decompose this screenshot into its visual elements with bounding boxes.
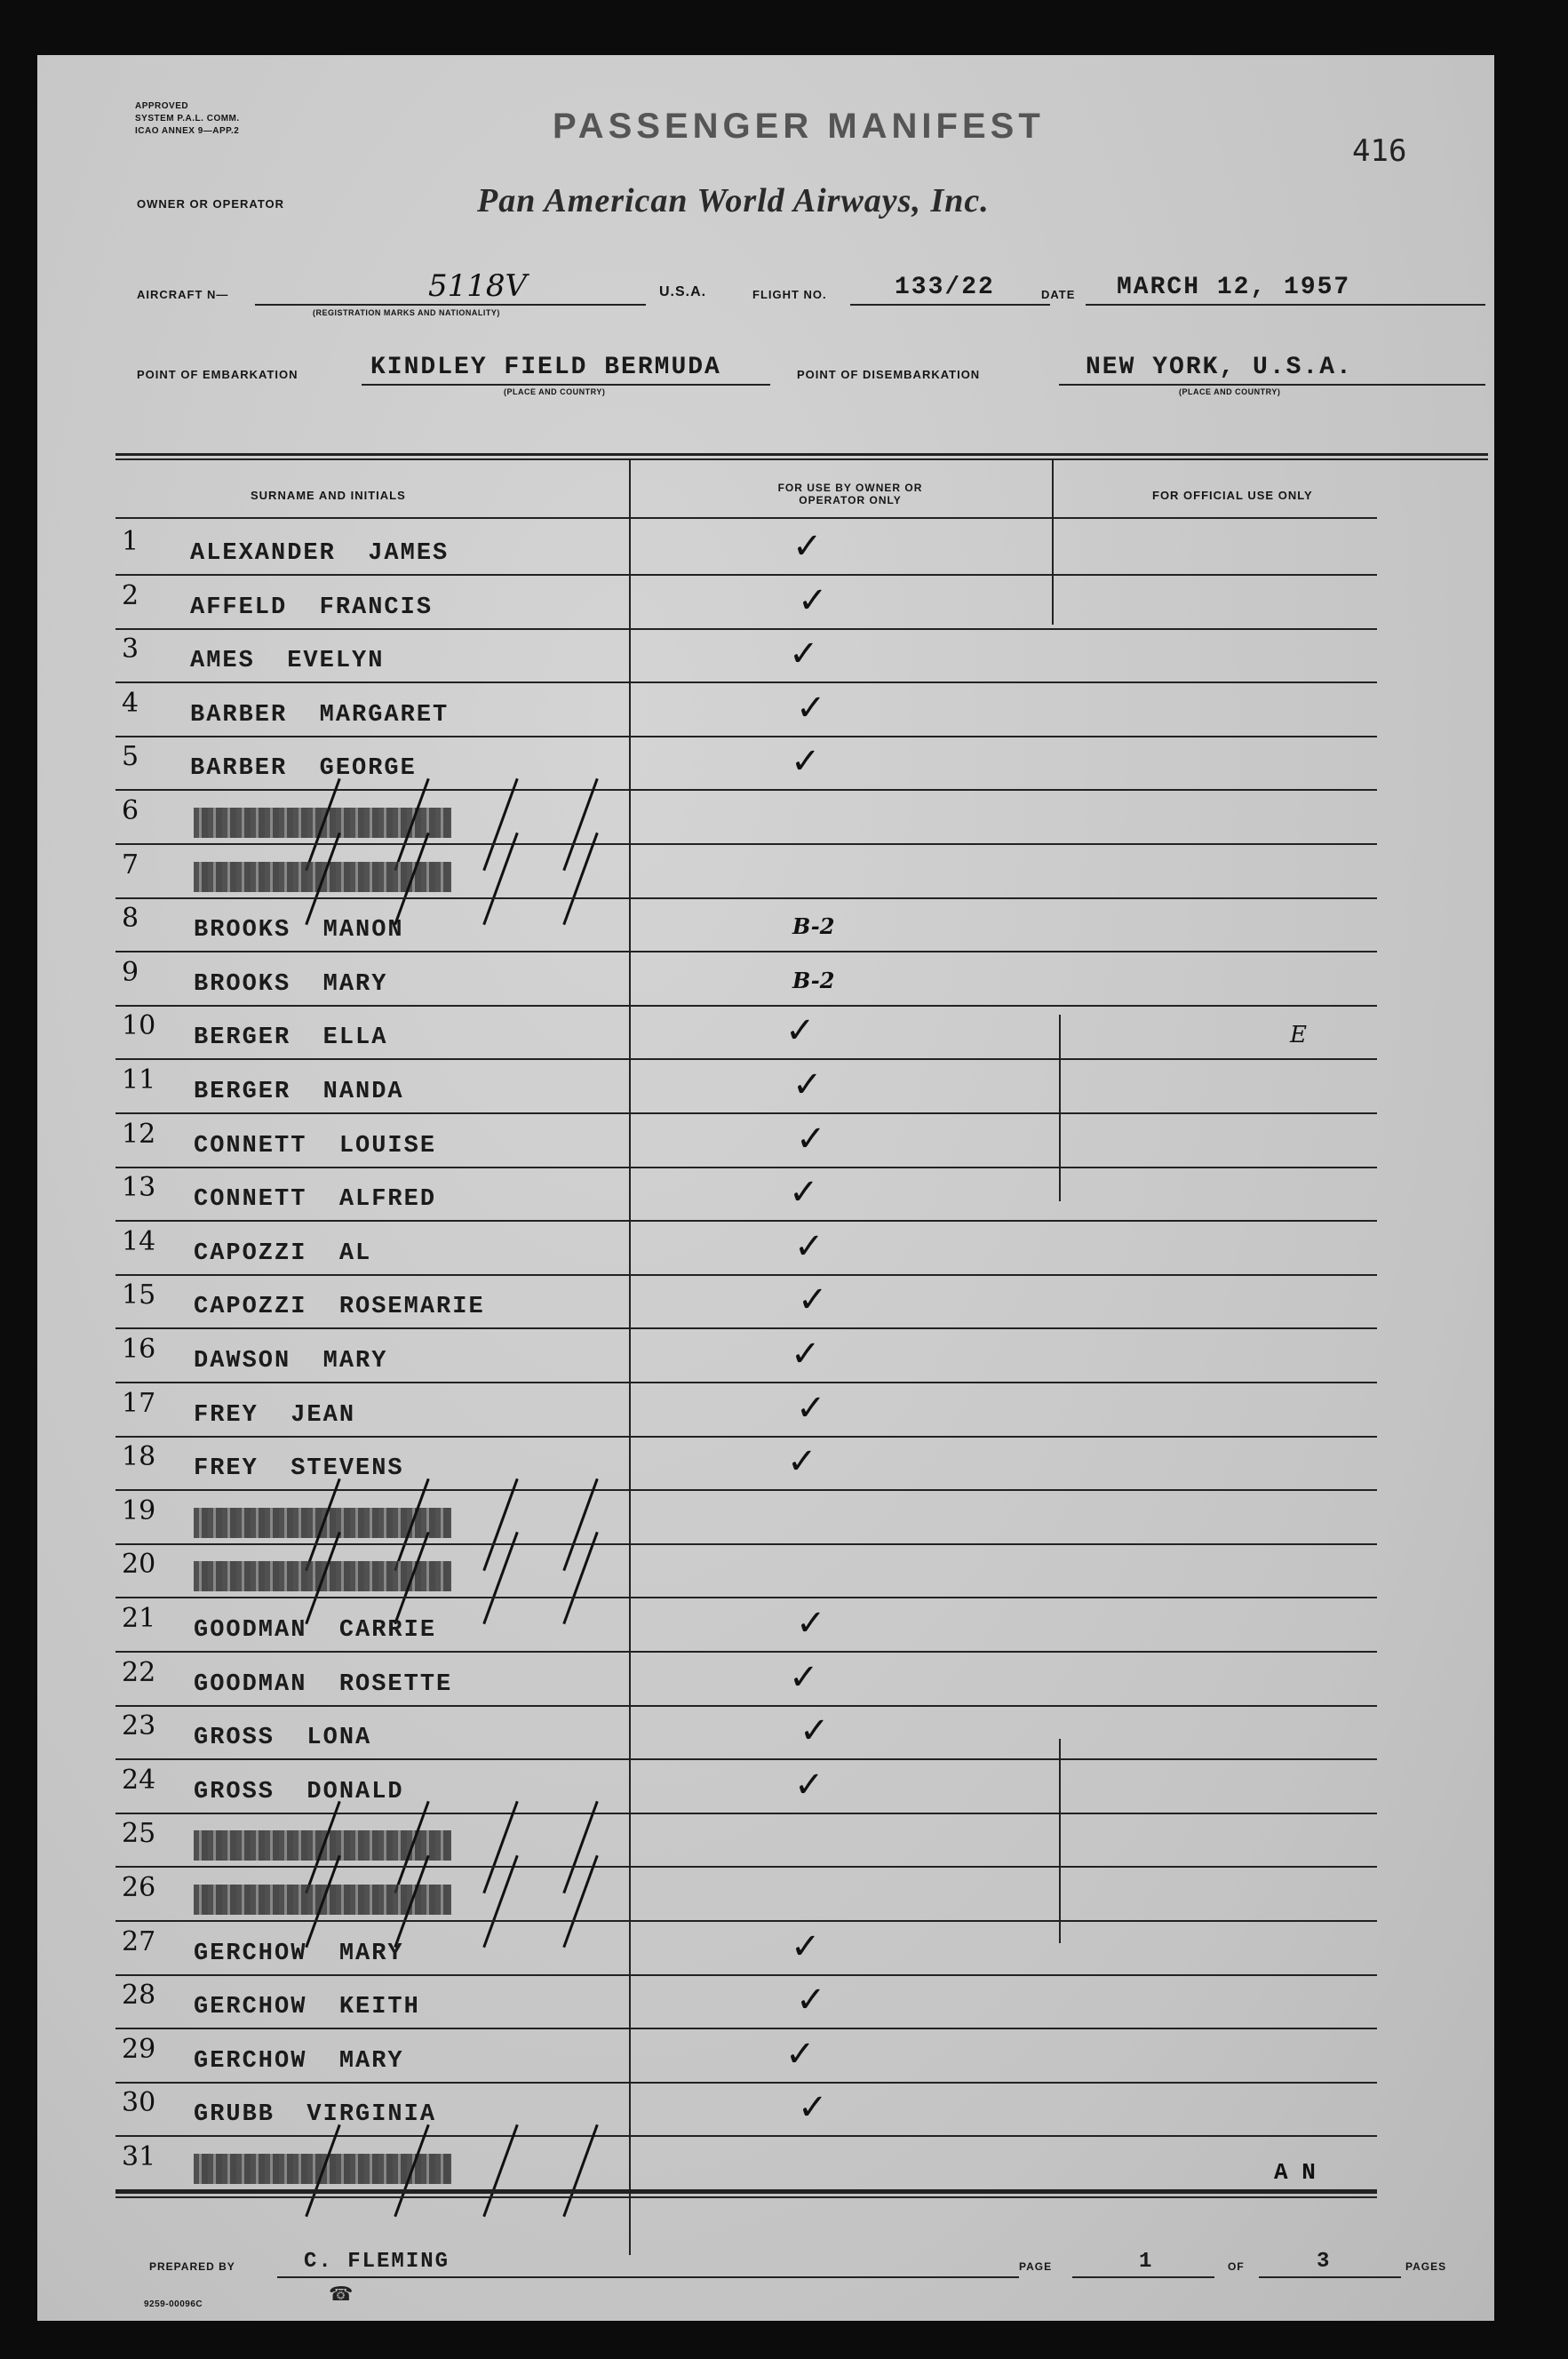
check-mark: B-2	[792, 913, 835, 940]
table-top-rule	[115, 453, 1488, 456]
row-number: 30	[122, 2087, 156, 2119]
flight-underline	[850, 304, 1050, 306]
of-label: OF	[1228, 2260, 1245, 2273]
strike-slash	[562, 1855, 598, 1948]
row-number: 27	[122, 1925, 156, 1957]
strike-slash	[482, 1801, 518, 1893]
passenger-name: AMES EVELYN	[190, 648, 385, 675]
disembark-caption: (PLACE AND COUNTRY)	[1179, 387, 1281, 396]
row-number: 14	[122, 1225, 156, 1257]
page-label: PAGE	[1019, 2260, 1053, 2273]
row-rule	[115, 1920, 1377, 1922]
official-rule	[1201, 1705, 1370, 1707]
approval-line-3: ICAO ANNEX 9—APP.2	[135, 126, 240, 136]
official-rule	[1201, 1058, 1370, 1060]
passenger-name: GOODMAN ROSETTE	[194, 1670, 453, 1698]
check-mark: ✓	[798, 579, 828, 621]
official-rule	[1201, 2082, 1370, 2084]
passenger-name: BERGER ELLA	[194, 1024, 388, 1052]
check-mark: ✓	[800, 1710, 830, 1752]
strike-slash	[482, 1532, 518, 1624]
passenger-name: FREY STEVENS	[194, 1455, 404, 1483]
row-rule	[115, 628, 1377, 630]
row-rule	[115, 2028, 1377, 2029]
row-number: 15	[122, 1279, 156, 1311]
check-mark: ✓	[785, 1010, 816, 1052]
row-rule	[115, 951, 1377, 952]
official-rule	[1201, 897, 1370, 899]
embark-label: POINT OF EMBARKATION	[137, 368, 298, 381]
check-mark: ✓	[787, 1441, 817, 1483]
column-divider-2b	[1059, 1015, 1061, 1201]
pages-label: PAGES	[1405, 2260, 1447, 2273]
passenger-name: GRUBB VIRGINIA	[194, 2101, 437, 2129]
row-rule	[115, 1274, 1377, 1276]
row-rule	[115, 2135, 1377, 2137]
official-rule	[1201, 1920, 1370, 1922]
row-rule	[115, 1974, 1377, 1976]
row-number: 19	[122, 1494, 156, 1526]
column-header-official: FOR OFFICIAL USE ONLY	[1152, 489, 1313, 502]
row-number: 31	[122, 2141, 156, 2172]
row-number: 7	[122, 849, 139, 881]
column-divider-2c	[1059, 1739, 1061, 1943]
row-rule	[115, 1866, 1377, 1868]
column-header-owner: FOR USE BY OWNER OR OPERATOR ONLY	[777, 482, 923, 506]
of-underline	[1259, 2276, 1401, 2278]
passenger-name: GOODMAN CARRIE	[194, 1617, 437, 1644]
official-rule	[1201, 2135, 1370, 2137]
row-rule	[115, 736, 1377, 737]
column-header-surname: SURNAME AND INITIALS	[251, 489, 406, 502]
table-bottom-rule	[115, 2191, 1377, 2194]
official-rule	[1201, 1543, 1370, 1545]
table-bottom-rule-2	[115, 2196, 1377, 2198]
row-number: 20	[122, 1549, 156, 1581]
row-rule	[115, 1651, 1377, 1653]
row-rule	[115, 1813, 1377, 1814]
embark-value: KINDLEY FIELD BERMUDA	[370, 354, 721, 381]
row-number: 18	[122, 1441, 156, 1473]
passenger-name: BERGER NANDA	[194, 1079, 404, 1105]
page-value: 1	[1139, 2250, 1154, 2274]
row-number: 9	[122, 956, 139, 988]
disembark-label: POINT OF DISEMBARKATION	[797, 368, 981, 381]
check-mark: ✓	[798, 1279, 828, 1321]
registration-caption: (REGISTRATION MARKS AND NATIONALITY)	[313, 308, 500, 317]
row-rule	[115, 574, 1377, 576]
row-rule	[115, 1220, 1377, 1222]
passenger-name: GERCHOW MARY	[194, 1940, 404, 1967]
row-number: 16	[122, 1334, 156, 1365]
passenger-name: GROSS DONALD	[194, 1778, 404, 1805]
official-rule	[1201, 574, 1370, 576]
row-number: 11	[122, 1064, 156, 1096]
of-value: 3	[1317, 2250, 1332, 2274]
check-mark: ✓	[792, 526, 823, 567]
official-rule	[1201, 1112, 1370, 1114]
check-mark: ✓	[796, 1387, 826, 1429]
official-rule	[1201, 1436, 1370, 1438]
official-rule	[1201, 1167, 1370, 1168]
check-mark: ✓	[794, 1225, 824, 1267]
manifest-page	[37, 55, 1494, 2321]
row-rule	[115, 1436, 1377, 1438]
union-bug-icon: ☎	[329, 2283, 354, 2306]
approval-line-2: SYSTEM P.A.L. COMM.	[135, 114, 240, 124]
usa-label: U.S.A.	[659, 284, 707, 299]
embark-underline	[362, 384, 770, 386]
row-rule	[115, 843, 1377, 845]
strike-slash	[562, 1801, 598, 1893]
strike-slash	[562, 1478, 598, 1571]
header-bottom-rule	[115, 517, 1377, 519]
row-number: 17	[122, 1387, 156, 1419]
row-number: 21	[122, 1603, 156, 1634]
official-rule	[1201, 1813, 1370, 1814]
row-rule	[115, 1005, 1377, 1007]
row-number: 29	[122, 2033, 156, 2065]
row-rule	[115, 1543, 1377, 1545]
table-top-rule-2	[115, 458, 1488, 460]
page-title: PASSENGER MANIFEST	[553, 107, 1045, 146]
row-rule	[115, 1597, 1377, 1598]
operator-name: Pan American World Airways, Inc.	[477, 182, 990, 219]
row-rule	[115, 1327, 1377, 1329]
disembark-underline	[1059, 384, 1485, 386]
row-number: 5	[122, 741, 139, 773]
date-value: MARCH 12, 1957	[1117, 274, 1351, 301]
row-number: 6	[122, 795, 139, 826]
row-rule	[115, 1112, 1377, 1114]
check-mark: ✓	[794, 1764, 824, 1805]
flight-label: FLIGHT NO.	[752, 288, 827, 301]
row-number: 24	[122, 1764, 156, 1796]
row-rule	[115, 1705, 1377, 1707]
passenger-name: DAWSON MARY	[194, 1348, 388, 1375]
owner-label: OWNER OR OPERATOR	[137, 197, 285, 211]
row-rule	[115, 1382, 1377, 1383]
official-rule	[1201, 1597, 1370, 1598]
official-rule	[1201, 1382, 1370, 1383]
row-number: 3	[122, 634, 139, 665]
check-mark: ✓	[796, 687, 826, 729]
check-mark: ✓	[785, 2033, 816, 2075]
form-code: 9259-00096C	[144, 2299, 203, 2309]
strike-slash	[482, 1855, 518, 1948]
passenger-name: FREY JEAN	[194, 1401, 356, 1429]
row-number: 2	[122, 579, 139, 611]
strike-slash	[562, 1532, 598, 1624]
official-rule	[1201, 843, 1370, 845]
passenger-name: GERCHOW KEITH	[194, 1994, 420, 2021]
check-mark: ✓	[789, 634, 819, 675]
official-rule	[1201, 1651, 1370, 1653]
official-rule	[1201, 2028, 1370, 2029]
check-mark: ✓	[792, 1064, 823, 1105]
prepared-value: C. FLEMING	[304, 2250, 450, 2274]
passenger-name: BARBER GEORGE	[190, 755, 417, 783]
official-rule	[1201, 736, 1370, 737]
row-number: 28	[122, 1980, 156, 2012]
aircraft-underline	[255, 304, 646, 306]
page-underline	[1072, 2276, 1214, 2278]
strike-slash	[482, 1478, 518, 1571]
passenger-name: GERCHOW MARY	[194, 2047, 404, 2075]
row-rule	[115, 1489, 1377, 1491]
row-number: 23	[122, 1710, 156, 1742]
official-rule	[1201, 1974, 1370, 1976]
official-rule	[1201, 681, 1370, 683]
strike-slash	[482, 832, 518, 924]
official-rule	[1201, 1489, 1370, 1491]
strike-slash	[562, 778, 598, 871]
flight-value: 133/22	[895, 274, 995, 301]
official-rule	[1201, 628, 1370, 630]
passenger-name: CAPOZZI AL	[194, 1239, 372, 1267]
strike-slash	[482, 2124, 518, 2217]
row-number: 12	[122, 1118, 156, 1150]
row-number: 1	[122, 526, 139, 557]
embark-caption: (PLACE AND COUNTRY)	[504, 387, 606, 396]
check-mark: ✓	[796, 1603, 826, 1644]
check-mark: ✓	[791, 1334, 821, 1375]
check-mark: ✓	[789, 1656, 819, 1698]
official-note-row31: A N	[1274, 2159, 1316, 2186]
row-number: 22	[122, 1656, 156, 1688]
date-underline	[1086, 304, 1485, 306]
strike-slash	[482, 778, 518, 871]
check-mark: ✓	[798, 2087, 828, 2129]
column-divider-2	[1052, 460, 1054, 625]
strike-slash	[562, 2124, 598, 2217]
column-divider-1	[629, 460, 631, 2255]
official-rule	[1201, 1866, 1370, 1868]
official-rule	[1201, 951, 1370, 952]
passenger-name: BARBER MARGARET	[190, 701, 450, 729]
official-rule	[1201, 1327, 1370, 1329]
official-rule	[1201, 789, 1370, 791]
check-mark: ✓	[791, 1925, 821, 1967]
check-mark: ✓	[796, 1118, 826, 1160]
row-number: 10	[122, 1010, 156, 1042]
passenger-name: ALEXANDER JAMES	[190, 540, 450, 567]
row-rule	[115, 1167, 1377, 1168]
aircraft-value: 5118V	[428, 268, 528, 304]
prepared-underline	[277, 2276, 1019, 2278]
official-rule	[1201, 1220, 1370, 1222]
check-mark: ✓	[796, 1980, 826, 2021]
check-mark: B-2	[792, 967, 835, 993]
row-number: 8	[122, 903, 139, 935]
stamped-page-number: 416	[1352, 133, 1407, 169]
row-number: 25	[122, 1818, 156, 1850]
row-rule	[115, 897, 1377, 899]
official-rule	[1201, 1758, 1370, 1760]
passenger-name: AFFELD FRANCIS	[190, 594, 434, 621]
row-number: 26	[122, 1872, 156, 1903]
row-rule	[115, 1058, 1377, 1060]
row-rule	[115, 2082, 1377, 2084]
approval-line-1: APPROVED	[135, 101, 189, 111]
passenger-name: CAPOZZI ROSEMARIE	[194, 1294, 485, 1321]
check-mark: ✓	[791, 741, 821, 783]
official-note-row10: E	[1290, 1022, 1307, 1048]
row-rule	[115, 1758, 1377, 1760]
passenger-name: BROOKS MANON	[194, 917, 404, 944]
date-label: DATE	[1041, 288, 1076, 301]
passenger-name: CONNETT ALFRED	[194, 1186, 437, 1214]
row-rule	[115, 681, 1377, 683]
aircraft-label: AIRCRAFT N—	[137, 288, 229, 301]
check-mark: ✓	[789, 1172, 819, 1214]
strike-slash	[562, 832, 598, 924]
row-rule	[115, 789, 1377, 791]
prepared-label: PREPARED BY	[149, 2260, 235, 2273]
passenger-name: GROSS LONA	[194, 1725, 372, 1752]
passenger-name: CONNETT LOUISE	[194, 1132, 437, 1160]
row-number: 4	[122, 687, 139, 719]
official-rule	[1201, 1274, 1370, 1276]
row-number: 13	[122, 1172, 156, 1204]
official-rule	[1201, 1005, 1370, 1007]
disembark-value: NEW YORK, U.S.A.	[1086, 354, 1353, 381]
passenger-name: BROOKS MARY	[194, 970, 388, 998]
